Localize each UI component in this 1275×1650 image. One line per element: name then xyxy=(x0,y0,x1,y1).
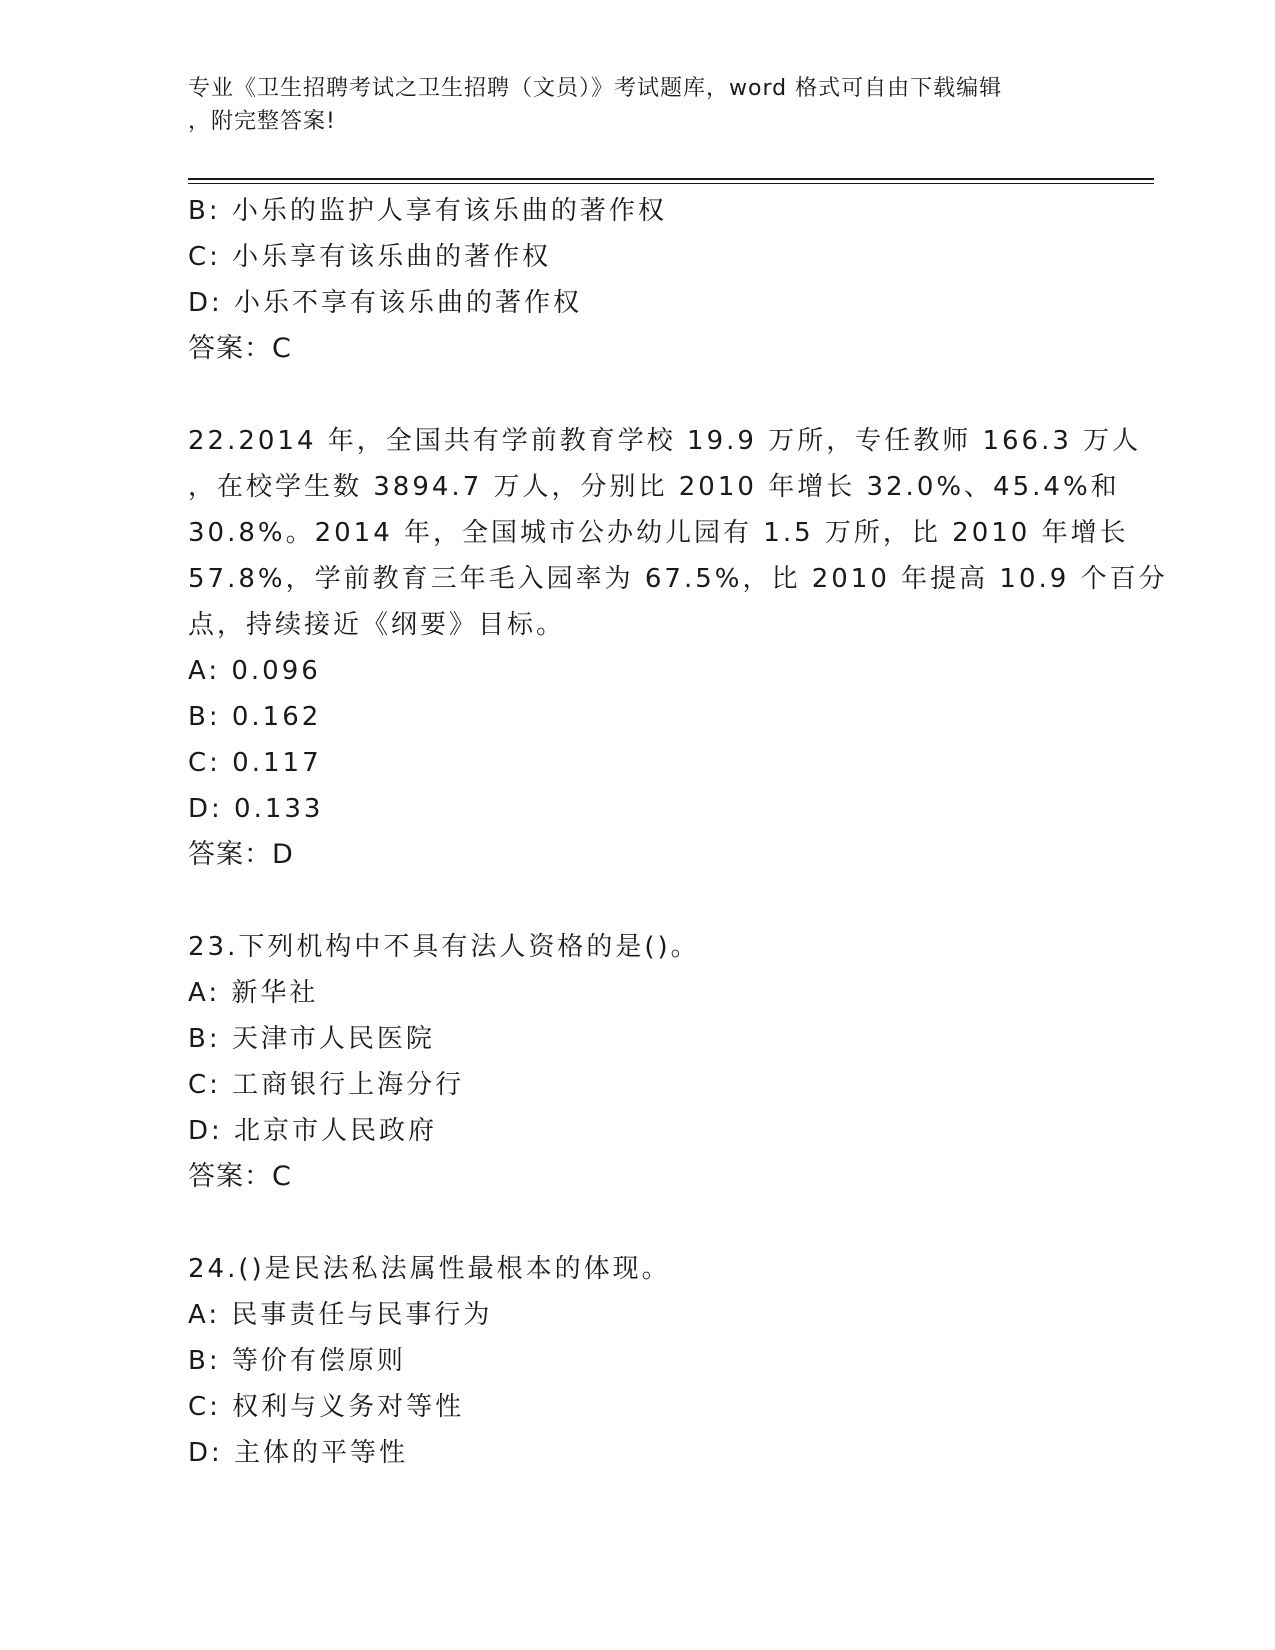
option-d: D: 北京市人民政府 xyxy=(188,1116,438,1146)
answer-label: 答案：C xyxy=(188,1161,292,1192)
stem-line: ，在校学生数 3894.7 万人，分别比 2010 年增长 32.0%、45.4%和 xyxy=(188,472,1120,502)
option-b: B: 小乐的监护人享有该乐曲的著作权 xyxy=(188,196,667,226)
question-list xyxy=(188,188,1168,1476)
header-divider-thick xyxy=(188,178,1154,180)
question-spacer xyxy=(188,878,1088,924)
stem-line: 22.2014 年，全国共有学前教育学校 19.9 万所，专任教师 166.3 万人 xyxy=(188,426,1142,456)
option-b: B: 天津市人民医院 xyxy=(188,1024,435,1054)
question-23 xyxy=(188,924,1088,1200)
answer-label: 答案：D xyxy=(188,839,294,870)
stem-line: 57.8%，学前教育三年毛入园率为 67.5%，比 2010 年提高 10.9 个百分 xyxy=(188,564,1168,594)
header-divider-thin xyxy=(188,183,1154,184)
option-c: C: 0.117 xyxy=(188,748,322,778)
option-c: C: 权利与义务对等性 xyxy=(188,1392,465,1422)
header-line-1: 专业《卫生招聘考试之卫生招聘（文员）》考试题库，word 格式可自由下载编辑 xyxy=(188,76,1003,101)
question-24 xyxy=(188,1246,1088,1476)
document-header xyxy=(188,72,1088,138)
question-spacer xyxy=(188,372,1088,418)
question-21-tail xyxy=(188,188,1088,372)
option-b: B: 0.162 xyxy=(188,702,322,732)
stem-line: 点，持续接近《纲要》目标。 xyxy=(188,610,566,640)
option-d: D: 主体的平等性 xyxy=(188,1438,409,1468)
question-stem xyxy=(188,418,1168,648)
option-a: A: 民事责任与民事行为 xyxy=(188,1300,493,1330)
option-d: D: 0.133 xyxy=(188,794,324,824)
option-a: A: 0.096 xyxy=(188,656,321,686)
question-stem: 24.()是民法私法属性最根本的体现。 xyxy=(188,1254,671,1284)
option-d: D: 小乐不享有该乐曲的著作权 xyxy=(188,288,583,318)
option-c: C: 小乐享有该乐曲的著作权 xyxy=(188,242,552,272)
question-stem: 23.下列机构中不具有法人资格的是()。 xyxy=(188,932,700,962)
stem-line: 30.8%。2014 年，全国城市公办幼儿园有 1.5 万所，比 2010 年增长 xyxy=(188,518,1129,548)
header-line-2: ，附完整答案! xyxy=(188,109,336,134)
option-b: B: 等价有偿原则 xyxy=(188,1346,406,1376)
question-spacer xyxy=(188,1200,1088,1246)
answer-label: 答案：C xyxy=(188,333,292,364)
option-c: C: 工商银行上海分行 xyxy=(188,1070,465,1100)
option-a: A: 新华社 xyxy=(188,978,319,1008)
question-22 xyxy=(188,418,1168,878)
